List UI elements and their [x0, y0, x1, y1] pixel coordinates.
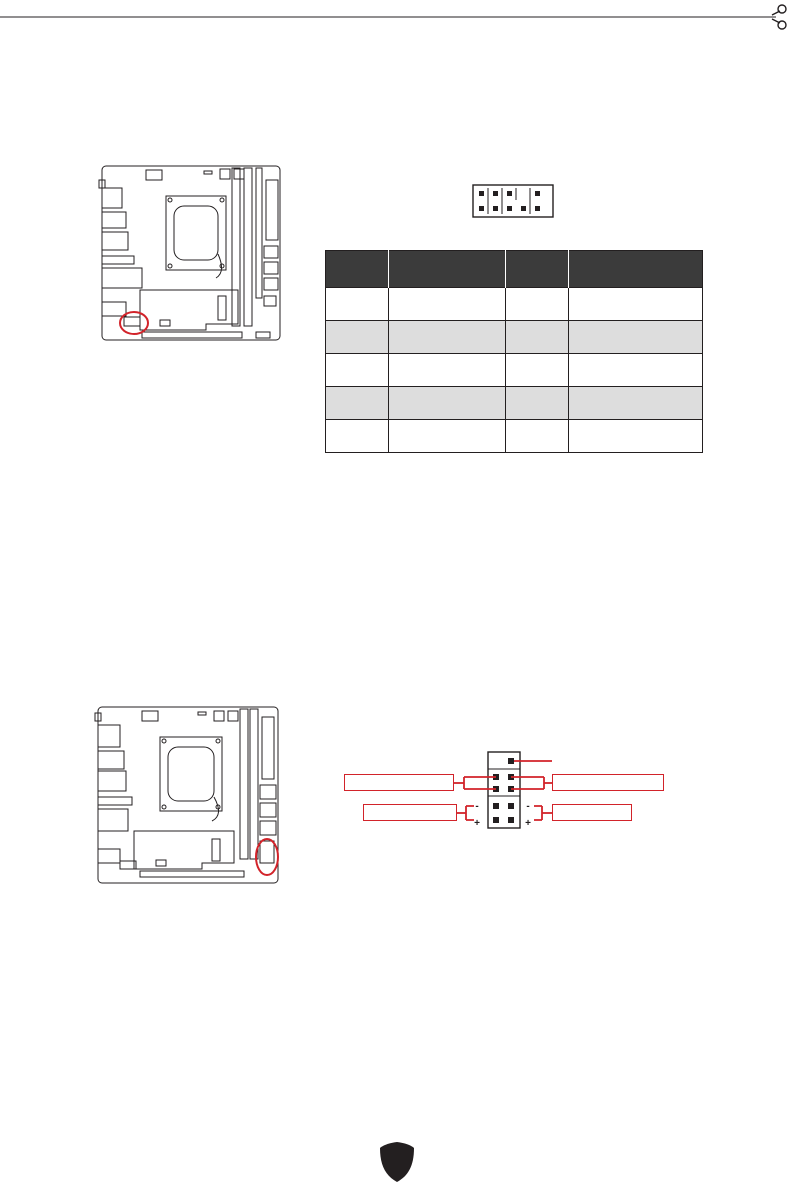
table-cell	[569, 288, 703, 321]
table-header-row	[326, 251, 703, 288]
table-cell	[569, 420, 703, 453]
table-cell	[506, 354, 569, 387]
table-cell	[506, 420, 569, 453]
motherboard-diagram-top	[98, 162, 284, 344]
table-cell	[326, 354, 389, 387]
highlight-circle	[256, 839, 278, 875]
msi-shield-icon	[378, 1140, 416, 1184]
table-row	[326, 321, 703, 354]
label-box-top-left	[344, 774, 454, 791]
table-cell	[569, 321, 703, 354]
column-header	[389, 251, 506, 288]
polarity-plus-right: +	[525, 818, 531, 829]
table-cell	[326, 321, 389, 354]
table-row	[326, 420, 703, 453]
table-cell	[389, 387, 506, 420]
polarity-minus-right: -	[526, 801, 530, 812]
table-row	[326, 288, 703, 321]
column-header	[569, 251, 703, 288]
cut-line	[0, 0, 794, 40]
table-cell	[389, 321, 506, 354]
table-cell	[506, 288, 569, 321]
table-cell	[389, 354, 506, 387]
table-row	[326, 387, 703, 420]
polarity-plus-left: +	[474, 818, 480, 829]
pin-definition-table	[325, 250, 703, 453]
table-cell	[389, 420, 506, 453]
table-cell	[569, 354, 703, 387]
label-box-bottom-left	[363, 804, 457, 821]
motherboard-diagram-bottom	[94, 703, 284, 885]
column-header	[326, 251, 389, 288]
table-cell	[326, 420, 389, 453]
table-cell	[389, 288, 506, 321]
pin-header-diagram	[472, 184, 554, 218]
polarity-minus-left: -	[475, 801, 479, 812]
table-row	[326, 354, 703, 387]
table-cell	[506, 387, 569, 420]
column-header	[506, 251, 569, 288]
label-box-bottom-right	[552, 804, 632, 821]
table-cell	[326, 288, 389, 321]
table-cell	[506, 321, 569, 354]
label-box-top-right	[552, 774, 664, 791]
table-cell	[569, 387, 703, 420]
table-cell	[326, 387, 389, 420]
